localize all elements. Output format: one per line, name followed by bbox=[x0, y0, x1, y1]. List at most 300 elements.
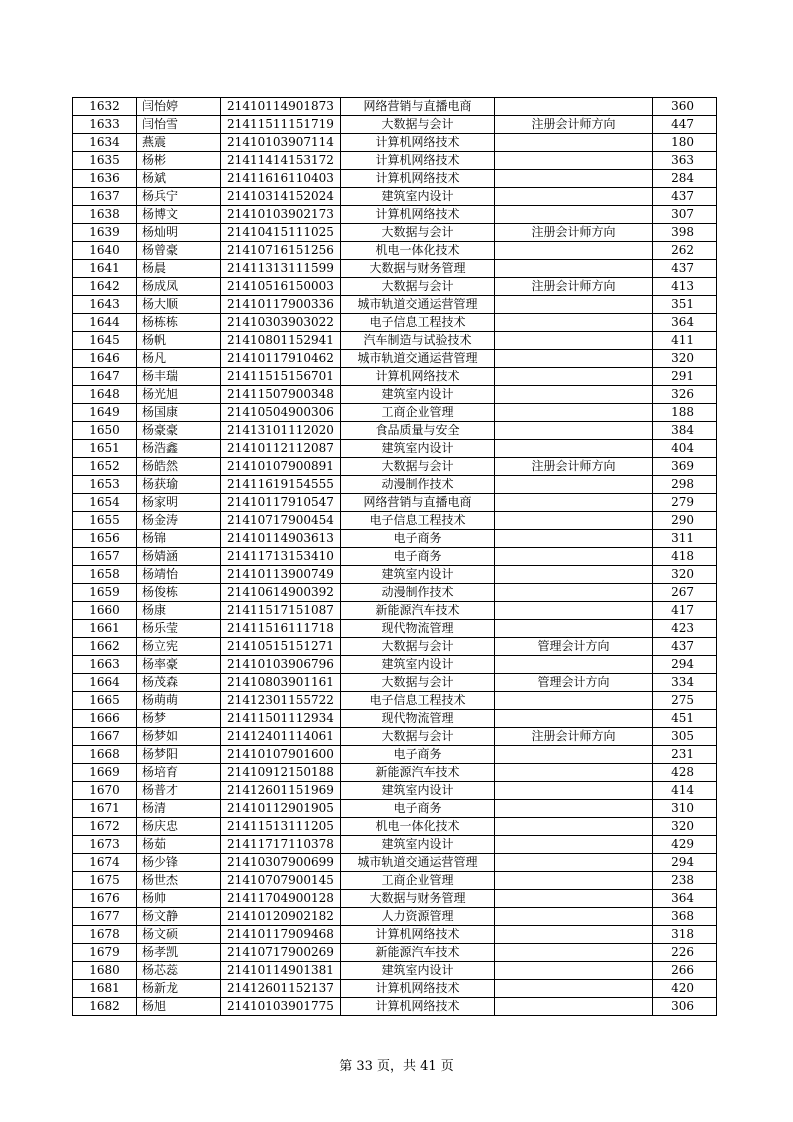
major-cell: 计算机网络技术 bbox=[341, 206, 495, 224]
direction-cell bbox=[495, 584, 653, 602]
major-cell: 大数据与财务管理 bbox=[341, 890, 495, 908]
candidate-id-cell: 21411717110378 bbox=[221, 836, 341, 854]
name-cell: 杨梦阳 bbox=[137, 746, 221, 764]
score-cell: 423 bbox=[653, 620, 717, 638]
candidate-id-cell: 21410117910462 bbox=[221, 350, 341, 368]
major-cell: 电子商务 bbox=[341, 548, 495, 566]
candidate-id-cell: 21411704900128 bbox=[221, 890, 341, 908]
score-cell: 360 bbox=[653, 98, 717, 116]
candidate-id-cell: 21411616110403 bbox=[221, 170, 341, 188]
direction-cell bbox=[495, 944, 653, 962]
name-cell: 杨光旭 bbox=[137, 386, 221, 404]
candidate-id-cell: 21411511151719 bbox=[221, 116, 341, 134]
major-cell: 新能源汽车技术 bbox=[341, 602, 495, 620]
name-cell: 杨国康 bbox=[137, 404, 221, 422]
direction-cell bbox=[495, 602, 653, 620]
candidate-id-cell: 21410707900145 bbox=[221, 872, 341, 890]
direction-cell bbox=[495, 872, 653, 890]
score-cell: 334 bbox=[653, 674, 717, 692]
row-number-cell: 1633 bbox=[73, 116, 137, 134]
major-cell: 人力资源管理 bbox=[341, 908, 495, 926]
name-cell: 杨曾豪 bbox=[137, 242, 221, 260]
direction-cell bbox=[495, 908, 653, 926]
direction-cell bbox=[495, 494, 653, 512]
major-cell: 大数据与会计 bbox=[341, 224, 495, 242]
direction-cell bbox=[495, 350, 653, 368]
major-cell: 大数据与会计 bbox=[341, 116, 495, 134]
name-cell: 燕震 bbox=[137, 134, 221, 152]
table-row bbox=[73, 926, 717, 944]
score-cell: 417 bbox=[653, 602, 717, 620]
row-number-cell: 1663 bbox=[73, 656, 137, 674]
name-cell: 杨斌 bbox=[137, 170, 221, 188]
name-cell: 杨锦 bbox=[137, 530, 221, 548]
score-cell: 226 bbox=[653, 944, 717, 962]
score-cell: 384 bbox=[653, 422, 717, 440]
major-cell: 计算机网络技术 bbox=[341, 926, 495, 944]
direction-cell bbox=[495, 296, 653, 314]
row-number-cell: 1668 bbox=[73, 746, 137, 764]
table-row bbox=[73, 962, 717, 980]
direction-cell: 管理会计方向 bbox=[495, 638, 653, 656]
table-row bbox=[73, 386, 717, 404]
candidate-id-cell: 21410314152024 bbox=[221, 188, 341, 206]
row-number-cell: 1648 bbox=[73, 386, 137, 404]
row-number-cell: 1676 bbox=[73, 890, 137, 908]
row-number-cell: 1640 bbox=[73, 242, 137, 260]
row-number-cell: 1658 bbox=[73, 566, 137, 584]
candidate-id-cell: 21410516150003 bbox=[221, 278, 341, 296]
row-number-cell: 1634 bbox=[73, 134, 137, 152]
direction-cell bbox=[495, 386, 653, 404]
row-number-cell: 1645 bbox=[73, 332, 137, 350]
major-cell: 计算机网络技术 bbox=[341, 980, 495, 998]
row-number-cell: 1662 bbox=[73, 638, 137, 656]
name-cell: 杨培育 bbox=[137, 764, 221, 782]
candidate-id-cell: 21411516111718 bbox=[221, 620, 341, 638]
score-cell: 320 bbox=[653, 818, 717, 836]
name-cell: 杨豪豪 bbox=[137, 422, 221, 440]
candidate-id-cell: 21410415111025 bbox=[221, 224, 341, 242]
table-row bbox=[73, 944, 717, 962]
name-cell: 闫怡雪 bbox=[137, 116, 221, 134]
name-cell: 杨文硕 bbox=[137, 926, 221, 944]
major-cell: 工商企业管理 bbox=[341, 404, 495, 422]
major-cell: 计算机网络技术 bbox=[341, 998, 495, 1016]
direction-cell bbox=[495, 530, 653, 548]
table-row bbox=[73, 206, 717, 224]
name-cell: 杨靖怡 bbox=[137, 566, 221, 584]
major-cell: 计算机网络技术 bbox=[341, 152, 495, 170]
candidate-id-cell: 21412401114061 bbox=[221, 728, 341, 746]
major-cell: 计算机网络技术 bbox=[341, 170, 495, 188]
name-cell: 杨皓然 bbox=[137, 458, 221, 476]
table-row bbox=[73, 566, 717, 584]
major-cell: 计算机网络技术 bbox=[341, 134, 495, 152]
candidate-id-cell: 21410117910547 bbox=[221, 494, 341, 512]
table-row bbox=[73, 692, 717, 710]
score-cell: 291 bbox=[653, 368, 717, 386]
row-number-cell: 1661 bbox=[73, 620, 137, 638]
candidate-id-cell: 21410112901905 bbox=[221, 800, 341, 818]
direction-cell bbox=[495, 782, 653, 800]
table-row bbox=[73, 422, 717, 440]
name-cell: 杨博文 bbox=[137, 206, 221, 224]
direction-cell: 注册会计师方向 bbox=[495, 224, 653, 242]
direction-cell: 管理会计方向 bbox=[495, 674, 653, 692]
name-cell: 杨新龙 bbox=[137, 980, 221, 998]
table-row bbox=[73, 602, 717, 620]
candidate-id-cell: 21410114901873 bbox=[221, 98, 341, 116]
direction-cell bbox=[495, 170, 653, 188]
major-cell: 城市轨道交通运营管理 bbox=[341, 350, 495, 368]
major-cell: 计算机网络技术 bbox=[341, 368, 495, 386]
direction-cell: 注册会计师方向 bbox=[495, 116, 653, 134]
score-cell: 290 bbox=[653, 512, 717, 530]
candidate-id-cell: 21410112112087 bbox=[221, 440, 341, 458]
row-number-cell: 1660 bbox=[73, 602, 137, 620]
major-cell: 大数据与会计 bbox=[341, 674, 495, 692]
score-cell: 414 bbox=[653, 782, 717, 800]
candidate-id-cell: 21410120902182 bbox=[221, 908, 341, 926]
candidate-id-cell: 21410803901161 bbox=[221, 674, 341, 692]
direction-cell bbox=[495, 890, 653, 908]
row-number-cell: 1666 bbox=[73, 710, 137, 728]
row-number-cell: 1650 bbox=[73, 422, 137, 440]
candidate-id-cell: 21412301155722 bbox=[221, 692, 341, 710]
table-row bbox=[73, 260, 717, 278]
candidate-id-cell: 21411619154555 bbox=[221, 476, 341, 494]
candidate-id-cell: 21413101112020 bbox=[221, 422, 341, 440]
table-row bbox=[73, 350, 717, 368]
major-cell: 城市轨道交通运营管理 bbox=[341, 854, 495, 872]
row-number-cell: 1637 bbox=[73, 188, 137, 206]
table-row bbox=[73, 998, 717, 1016]
name-cell: 杨普才 bbox=[137, 782, 221, 800]
row-number-cell: 1639 bbox=[73, 224, 137, 242]
table-row bbox=[73, 980, 717, 998]
major-cell: 大数据与会计 bbox=[341, 458, 495, 476]
table-row bbox=[73, 710, 717, 728]
major-cell: 网络营销与直播电商 bbox=[341, 494, 495, 512]
candidate-id-cell: 21411414153172 bbox=[221, 152, 341, 170]
candidate-id-cell: 21410716151256 bbox=[221, 242, 341, 260]
candidate-id-cell: 21411515156701 bbox=[221, 368, 341, 386]
major-cell: 现代物流管理 bbox=[341, 620, 495, 638]
name-cell: 杨彬 bbox=[137, 152, 221, 170]
score-cell: 428 bbox=[653, 764, 717, 782]
table-row bbox=[73, 224, 717, 242]
table-row bbox=[73, 476, 717, 494]
row-number-cell: 1678 bbox=[73, 926, 137, 944]
table-row bbox=[73, 458, 717, 476]
major-cell: 建筑室内设计 bbox=[341, 782, 495, 800]
table-row bbox=[73, 584, 717, 602]
direction-cell bbox=[495, 188, 653, 206]
table-row bbox=[73, 872, 717, 890]
score-cell: 429 bbox=[653, 836, 717, 854]
direction-cell bbox=[495, 314, 653, 332]
table-row bbox=[73, 908, 717, 926]
score-cell: 418 bbox=[653, 548, 717, 566]
candidate-id-cell: 21411501112934 bbox=[221, 710, 341, 728]
major-cell: 机电一体化技术 bbox=[341, 242, 495, 260]
major-cell: 动漫制作技术 bbox=[341, 476, 495, 494]
row-number-cell: 1635 bbox=[73, 152, 137, 170]
row-number-cell: 1659 bbox=[73, 584, 137, 602]
candidate-id-cell: 21410717900269 bbox=[221, 944, 341, 962]
row-number-cell: 1649 bbox=[73, 404, 137, 422]
name-cell: 杨俊栋 bbox=[137, 584, 221, 602]
major-cell: 大数据与财务管理 bbox=[341, 260, 495, 278]
row-number-cell: 1665 bbox=[73, 692, 137, 710]
row-number-cell: 1642 bbox=[73, 278, 137, 296]
score-cell: 411 bbox=[653, 332, 717, 350]
name-cell: 杨浩鑫 bbox=[137, 440, 221, 458]
direction-cell bbox=[495, 152, 653, 170]
table-row bbox=[73, 116, 717, 134]
direction-cell bbox=[495, 962, 653, 980]
candidate-id-cell: 21411313111599 bbox=[221, 260, 341, 278]
direction-cell bbox=[495, 620, 653, 638]
candidate-id-cell: 21412601152137 bbox=[221, 980, 341, 998]
score-cell: 284 bbox=[653, 170, 717, 188]
direction-cell bbox=[495, 368, 653, 386]
row-number-cell: 1653 bbox=[73, 476, 137, 494]
table-row bbox=[73, 620, 717, 638]
major-cell: 食品质量与安全 bbox=[341, 422, 495, 440]
score-cell: 368 bbox=[653, 908, 717, 926]
candidate-id-cell: 21410107901600 bbox=[221, 746, 341, 764]
name-cell: 杨旭 bbox=[137, 998, 221, 1016]
row-number-cell: 1644 bbox=[73, 314, 137, 332]
table-row bbox=[73, 188, 717, 206]
row-number-cell: 1641 bbox=[73, 260, 137, 278]
candidate-id-cell: 21410117909468 bbox=[221, 926, 341, 944]
row-number-cell: 1643 bbox=[73, 296, 137, 314]
major-cell: 建筑室内设计 bbox=[341, 656, 495, 674]
name-cell: 杨丰瑞 bbox=[137, 368, 221, 386]
candidate-id-cell: 21410614900392 bbox=[221, 584, 341, 602]
major-cell: 建筑室内设计 bbox=[341, 188, 495, 206]
score-cell: 437 bbox=[653, 638, 717, 656]
score-cell: 320 bbox=[653, 566, 717, 584]
table-row bbox=[73, 440, 717, 458]
row-number-cell: 1671 bbox=[73, 800, 137, 818]
row-number-cell: 1677 bbox=[73, 908, 137, 926]
name-cell: 杨兵宁 bbox=[137, 188, 221, 206]
score-cell: 451 bbox=[653, 710, 717, 728]
name-cell: 杨凡 bbox=[137, 350, 221, 368]
score-cell: 364 bbox=[653, 314, 717, 332]
major-cell: 城市轨道交通运营管理 bbox=[341, 296, 495, 314]
table-row bbox=[73, 404, 717, 422]
candidate-id-cell: 21411713153410 bbox=[221, 548, 341, 566]
name-cell: 杨孝凯 bbox=[137, 944, 221, 962]
major-cell: 大数据与会计 bbox=[341, 728, 495, 746]
direction-cell bbox=[495, 476, 653, 494]
candidate-id-cell: 21410103902173 bbox=[221, 206, 341, 224]
row-number-cell: 1670 bbox=[73, 782, 137, 800]
name-cell: 闫怡婷 bbox=[137, 98, 221, 116]
direction-cell bbox=[495, 692, 653, 710]
name-cell: 杨大顺 bbox=[137, 296, 221, 314]
major-cell: 电子信息工程技术 bbox=[341, 314, 495, 332]
row-number-cell: 1667 bbox=[73, 728, 137, 746]
candidate-id-cell: 21410307900699 bbox=[221, 854, 341, 872]
name-cell: 杨栋栋 bbox=[137, 314, 221, 332]
table-row bbox=[73, 368, 717, 386]
name-cell: 杨少锋 bbox=[137, 854, 221, 872]
table-row bbox=[73, 278, 717, 296]
candidate-id-cell: 21410717900454 bbox=[221, 512, 341, 530]
table-body bbox=[73, 98, 717, 1016]
table-row bbox=[73, 242, 717, 260]
name-cell: 杨帆 bbox=[137, 332, 221, 350]
direction-cell bbox=[495, 404, 653, 422]
name-cell: 杨茹 bbox=[137, 836, 221, 854]
score-cell: 275 bbox=[653, 692, 717, 710]
score-cell: 326 bbox=[653, 386, 717, 404]
direction-cell bbox=[495, 746, 653, 764]
row-number-cell: 1651 bbox=[73, 440, 137, 458]
table-row bbox=[73, 728, 717, 746]
table-row bbox=[73, 530, 717, 548]
major-cell: 建筑室内设计 bbox=[341, 386, 495, 404]
name-cell: 杨梦 bbox=[137, 710, 221, 728]
candidate-id-cell: 21411507900348 bbox=[221, 386, 341, 404]
major-cell: 工商企业管理 bbox=[341, 872, 495, 890]
row-number-cell: 1652 bbox=[73, 458, 137, 476]
direction-cell bbox=[495, 926, 653, 944]
table-row bbox=[73, 494, 717, 512]
name-cell: 杨乐莹 bbox=[137, 620, 221, 638]
table-row bbox=[73, 890, 717, 908]
direction-cell: 注册会计师方向 bbox=[495, 728, 653, 746]
name-cell: 杨率豪 bbox=[137, 656, 221, 674]
direction-cell bbox=[495, 836, 653, 854]
table-row bbox=[73, 170, 717, 188]
row-number-cell: 1673 bbox=[73, 836, 137, 854]
major-cell: 新能源汽车技术 bbox=[341, 764, 495, 782]
row-number-cell: 1646 bbox=[73, 350, 137, 368]
major-cell: 大数据与会计 bbox=[341, 638, 495, 656]
table-row bbox=[73, 638, 717, 656]
direction-cell bbox=[495, 134, 653, 152]
candidate-id-cell: 21410107900891 bbox=[221, 458, 341, 476]
row-number-cell: 1638 bbox=[73, 206, 137, 224]
major-cell: 汽车制造与试验技术 bbox=[341, 332, 495, 350]
score-cell: 306 bbox=[653, 998, 717, 1016]
candidate-id-cell: 21410114903613 bbox=[221, 530, 341, 548]
row-number-cell: 1656 bbox=[73, 530, 137, 548]
name-cell: 杨世杰 bbox=[137, 872, 221, 890]
direction-cell bbox=[495, 512, 653, 530]
score-cell: 320 bbox=[653, 350, 717, 368]
table-row bbox=[73, 746, 717, 764]
candidate-id-cell: 21410117900336 bbox=[221, 296, 341, 314]
name-cell: 杨清 bbox=[137, 800, 221, 818]
row-number-cell: 1657 bbox=[73, 548, 137, 566]
candidate-id-cell: 21410113900749 bbox=[221, 566, 341, 584]
major-cell: 动漫制作技术 bbox=[341, 584, 495, 602]
name-cell: 杨灿明 bbox=[137, 224, 221, 242]
candidate-id-cell: 21412601151969 bbox=[221, 782, 341, 800]
score-cell: 398 bbox=[653, 224, 717, 242]
table-row bbox=[73, 656, 717, 674]
direction-cell bbox=[495, 800, 653, 818]
direction-cell bbox=[495, 242, 653, 260]
table-row bbox=[73, 98, 717, 116]
major-cell: 电子商务 bbox=[341, 746, 495, 764]
direction-cell bbox=[495, 422, 653, 440]
score-cell: 238 bbox=[653, 872, 717, 890]
score-cell: 279 bbox=[653, 494, 717, 512]
row-number-cell: 1679 bbox=[73, 944, 137, 962]
direction-cell bbox=[495, 998, 653, 1016]
score-cell: 413 bbox=[653, 278, 717, 296]
score-cell: 437 bbox=[653, 260, 717, 278]
row-number-cell: 1672 bbox=[73, 818, 137, 836]
candidate-id-cell: 21411517151087 bbox=[221, 602, 341, 620]
name-cell: 杨芯蕊 bbox=[137, 962, 221, 980]
major-cell: 电子商务 bbox=[341, 530, 495, 548]
score-cell: 262 bbox=[653, 242, 717, 260]
name-cell: 杨成凤 bbox=[137, 278, 221, 296]
major-cell: 大数据与会计 bbox=[341, 278, 495, 296]
direction-cell bbox=[495, 206, 653, 224]
score-cell: 351 bbox=[653, 296, 717, 314]
score-cell: 369 bbox=[653, 458, 717, 476]
major-cell: 网络营销与直播电商 bbox=[341, 98, 495, 116]
row-number-cell: 1655 bbox=[73, 512, 137, 530]
score-cell: 298 bbox=[653, 476, 717, 494]
name-cell: 杨立宪 bbox=[137, 638, 221, 656]
name-cell: 杨帅 bbox=[137, 890, 221, 908]
row-number-cell: 1647 bbox=[73, 368, 137, 386]
direction-cell bbox=[495, 98, 653, 116]
score-cell: 310 bbox=[653, 800, 717, 818]
major-cell: 电子信息工程技术 bbox=[341, 692, 495, 710]
score-cell: 311 bbox=[653, 530, 717, 548]
row-number-cell: 1682 bbox=[73, 998, 137, 1016]
direction-cell bbox=[495, 854, 653, 872]
score-cell: 404 bbox=[653, 440, 717, 458]
candidate-id-cell: 21410515151271 bbox=[221, 638, 341, 656]
name-cell: 杨茂森 bbox=[137, 674, 221, 692]
direction-cell bbox=[495, 566, 653, 584]
candidate-id-cell: 21410103906796 bbox=[221, 656, 341, 674]
score-cell: 294 bbox=[653, 854, 717, 872]
major-cell: 电子信息工程技术 bbox=[341, 512, 495, 530]
name-cell: 杨康 bbox=[137, 602, 221, 620]
results-table bbox=[72, 97, 717, 1016]
candidate-id-cell: 21410103907114 bbox=[221, 134, 341, 152]
major-cell: 机电一体化技术 bbox=[341, 818, 495, 836]
row-number-cell: 1675 bbox=[73, 872, 137, 890]
row-number-cell: 1632 bbox=[73, 98, 137, 116]
table-row bbox=[73, 854, 717, 872]
page-footer: 第 33 页，共 41 页 bbox=[339, 1059, 454, 1074]
name-cell: 杨金涛 bbox=[137, 512, 221, 530]
name-cell: 杨梦如 bbox=[137, 728, 221, 746]
table-row bbox=[73, 314, 717, 332]
direction-cell bbox=[495, 710, 653, 728]
score-cell: 267 bbox=[653, 584, 717, 602]
table-row bbox=[73, 674, 717, 692]
candidate-id-cell: 21410912150188 bbox=[221, 764, 341, 782]
table-row bbox=[73, 152, 717, 170]
